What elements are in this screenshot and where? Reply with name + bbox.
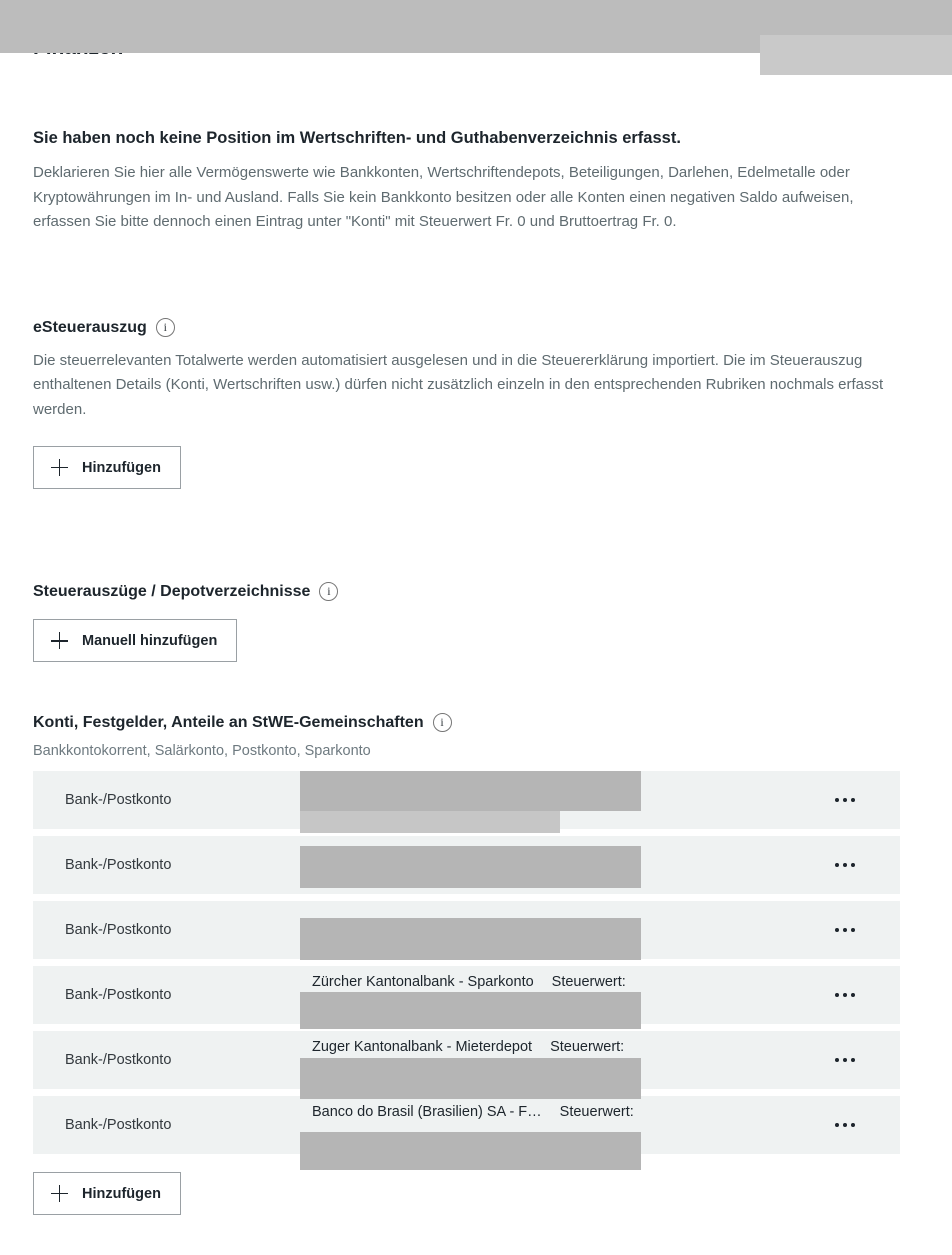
row-type-label: Bank-/Postkonto [65, 922, 172, 938]
ellipsis-icon [835, 798, 855, 802]
redaction-overlay-row-2 [300, 846, 641, 888]
info-icon[interactable]: i [156, 318, 175, 337]
konti-subtitle: Bankkontokorrent, Salärkonto, Postkonto, Sparkonto [33, 743, 371, 760]
konti-heading [33, 713, 452, 732]
row-type-label: Bank-/Postkonto [65, 1117, 172, 1133]
row-menu-button[interactable] [790, 836, 900, 894]
section-steuerauszuege [33, 582, 338, 662]
steuerauszuege-add-label: Manuell hinzufügen [82, 632, 218, 649]
plus-icon [51, 459, 68, 476]
row-account-name: Zuger Kantonalbank - Mieterdepot [312, 1039, 533, 1056]
esteuerauszug-add-button[interactable] [33, 446, 181, 489]
row-menu-button[interactable] [790, 771, 900, 829]
intro-block [33, 128, 895, 234]
esteuerauszug-heading [33, 318, 895, 337]
esteuerauszug-description: Die steuerrelevanten Totalwerte werden automatisiert ausgelesen und in die Steuererklärung importiert. Die im Steuerauszug enthaltenen Details (Konti, Wertschriften usw.) dürfen nicht zusätzlich einzeln in den entsprechenden Rubriken nochmals erfasst werden. [33, 352, 884, 418]
steuerauszuege-heading [33, 582, 338, 601]
row-account-name: Banco do Brasil (Brasilien) SA - F… [312, 1104, 542, 1121]
row-detail-inner [312, 974, 626, 990]
intro-body: Deklarieren Sie hier alle Vermögenswerte wie Bankkonten, Wertschriftendepots, Beteiligungen, Darlehen, Edelmetalle oder Kryptowährungen im In- und Ausland. Falls Sie kein Bankkonto besitzen oder alle Konten einen negativen Saldo aufweisen, erfassen Sie bitte dennoch einen Eintrag unter "Konti" mit Steuerwert Fr. 0 und Bruttoertrag Fr. 0. [33, 164, 854, 231]
redaction-overlay-row-4 [300, 992, 641, 1029]
row-value-label: Steuerwert: [559, 1104, 634, 1121]
intro-heading: Sie haben noch keine Position im Wertschriften- und Guthabenverzeichnis erfasst. [33, 129, 681, 147]
row-account-name: Zürcher Kantonalbank - Sparkonto [312, 974, 534, 991]
plus-icon [51, 632, 68, 649]
row-value-label: Steuerwert: [550, 1039, 625, 1056]
konti-add-label: Hinzufügen [82, 1185, 161, 1202]
steuerauszuege-title: Steuerauszüge / Depotverzeichnisse [33, 583, 311, 600]
row-menu-button[interactable] [790, 966, 900, 1024]
row-menu-button[interactable] [790, 901, 900, 959]
section-esteuerauszug [33, 318, 895, 489]
redaction-overlay-row-3 [300, 918, 641, 960]
row-menu-button[interactable] [790, 1096, 900, 1154]
redaction-overlay-row-1 [300, 771, 641, 811]
konti-add-button[interactable] [33, 1172, 181, 1215]
row-type-label: Bank-/Postkonto [65, 987, 172, 1003]
ellipsis-icon [835, 1058, 855, 1062]
section-konti [33, 713, 452, 763]
row-detail-inner [312, 1104, 634, 1120]
row-detail-inner [312, 1039, 624, 1055]
info-icon[interactable]: i [433, 713, 452, 732]
row-type-label: Bank-/Postkonto [65, 792, 172, 808]
ellipsis-icon [835, 993, 855, 997]
redaction-overlay-row-1b [300, 811, 560, 833]
ellipsis-icon [835, 863, 855, 867]
redaction-overlay-top-right [760, 35, 952, 75]
row-type-label: Bank-/Postkonto [65, 857, 172, 873]
konti-title: Konti, Festgelder, Anteile an StWE-Gemeinschaften [33, 714, 424, 731]
ellipsis-icon [835, 928, 855, 932]
redaction-overlay-row-6 [300, 1132, 641, 1170]
esteuerauszug-add-label: Hinzufügen [82, 459, 161, 476]
row-type-label: Bank-/Postkonto [65, 1052, 172, 1068]
row-menu-button[interactable] [790, 1031, 900, 1089]
info-icon[interactable]: i [319, 582, 338, 601]
ellipsis-icon [835, 1123, 855, 1127]
plus-icon [51, 1185, 68, 1202]
esteuerauszug-title: eSteuerauszug [33, 319, 147, 336]
redaction-overlay-row-5 [300, 1058, 641, 1099]
steuerauszuege-add-button[interactable] [33, 619, 237, 662]
row-value-label: Steuerwert: [551, 974, 626, 991]
